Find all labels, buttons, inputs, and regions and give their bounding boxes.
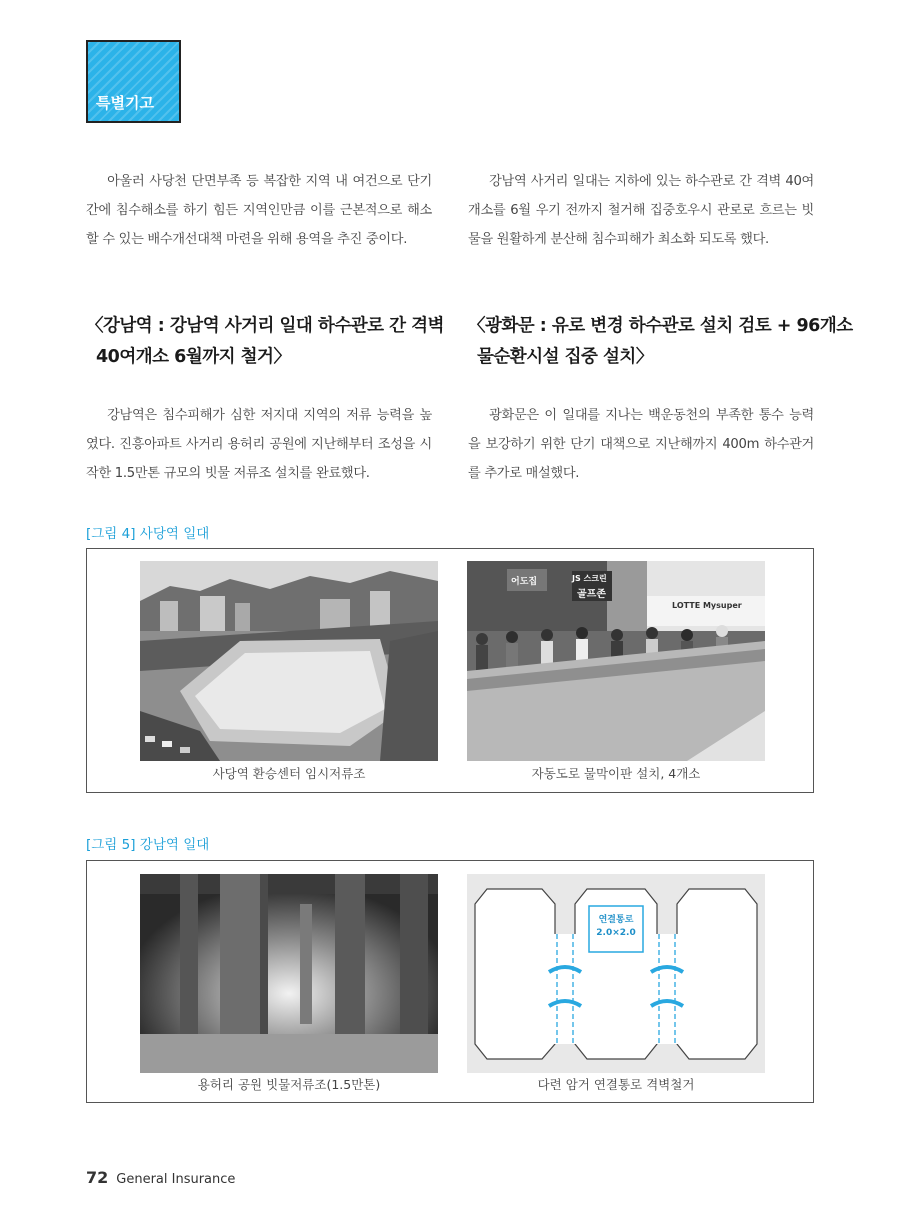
reservoir-photo: [140, 874, 438, 1073]
left-heading-line-1: 〈강남역 : 강남역 사거리 일대 하수관로 간 격벽: [86, 316, 444, 336]
page-number: 72: [86, 1168, 109, 1187]
connection-passage-label: [589, 914, 643, 940]
sign-shop: 어도집: [511, 577, 538, 587]
right-paragraph-2: 광화문은 이 일대를 지나는 백운동천의 부족한 통수 능력을 보강하기 위한 단기 대책으로 지난해까지 400m 하수관거를 추가로 매설했다.: [468, 408, 814, 481]
figure-4-right-subcaption: 자동도로 물막이판 설치, 4개소: [531, 766, 701, 781]
connection-passage-label-line-1: 연결통로: [598, 915, 634, 925]
right-column-body: [468, 401, 814, 488]
section-tag-label: 특별기고: [96, 94, 154, 112]
sign-js-screen: JS 스크린: [572, 574, 607, 583]
page-footer: [86, 1168, 235, 1187]
sign-golfzon: 골프존: [577, 589, 606, 600]
sign-lotte-mysuper: LOTTE Mysuper: [672, 601, 742, 610]
section-tag: [86, 40, 181, 123]
figure-5-caption: [그림 5] 강남역 일대: [86, 837, 210, 853]
left-column-intro: [86, 167, 432, 254]
sadang-retention-photo: [140, 561, 438, 761]
right-heading-line-1: 〈광화문 : 유로 변경 하수관로 설치 검토 + 96개소: [468, 316, 853, 336]
publication-name: General Insurance: [116, 1172, 236, 1187]
figure-5-box: [86, 860, 814, 1103]
figure-4-left-subcaption: 사당역 환승센터 임시저류조: [212, 766, 366, 781]
left-paragraph-2: 강남역은 침수피해가 심한 저지대 지역의 저류 능력을 높였다. 진흥아파트 사거리 용허리 공원에 지난해부터 조성을 시작한 1.5만톤 규모의 빗물 저류조 설치를 완료했다.: [86, 408, 432, 481]
left-paragraph-1: 아울러 사당천 단면부족 등 복잡한 지역 내 여건으로 단기간에 침수해소를 하기 힘든 지역인만큼 이를 근본적으로 해소할 수 있는 배수개선대책 마련을 위해 용역을 추진 중이다.: [86, 174, 432, 247]
culvert-diagram: [467, 874, 765, 1073]
figure-4-caption: [그림 4] 사당역 일대: [86, 526, 210, 542]
connection-passage-label-line-2: 2.0×2.0: [596, 928, 636, 938]
right-heading-line-2: 물순환시설 집중 설치〉: [477, 347, 653, 367]
right-paragraph-1: 강남역 사거리 일대는 지하에 있는 하수관로 간 격벽 40여개소를 6월 우기 전까지 철거해 집중호우시 관로로 흐르는 빗물을 원활하게 분산해 침수피해가 최소화 되도록 했다.: [468, 174, 814, 247]
figure-5-right-subcaption: 다련 암거 연결통로 격벽철거: [537, 1077, 695, 1092]
figure-4-box: [86, 548, 814, 793]
flood-barrier-photo: [467, 561, 765, 761]
left-heading-line-2: 40여개소 6월까지 철거〉: [96, 347, 291, 367]
right-column-intro: [468, 167, 814, 254]
left-column-body: [86, 401, 432, 488]
figure-5-left-subcaption: 용허리 공원 빗물저류조(1.5만톤): [197, 1077, 381, 1092]
